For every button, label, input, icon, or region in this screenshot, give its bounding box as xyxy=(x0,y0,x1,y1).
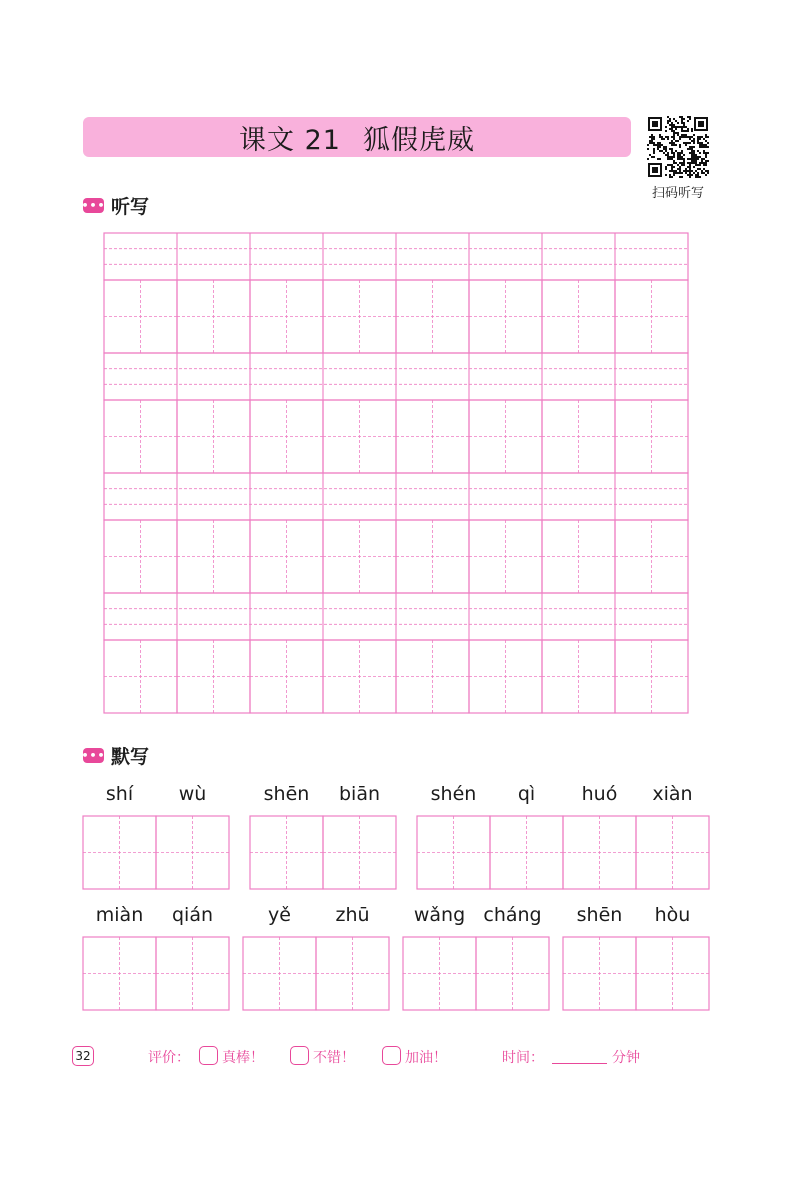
pinyin-label: huó xyxy=(581,783,618,805)
pinyin-label: qì xyxy=(517,783,536,805)
time-unit: 分钟 xyxy=(612,1050,640,1066)
pinyin-label: shén xyxy=(430,783,477,805)
pinyin-label: qián xyxy=(171,904,214,926)
pinyin-label: hòu xyxy=(654,904,691,926)
rating-label: 评价： xyxy=(148,1050,190,1066)
recitation-label: 默写 xyxy=(111,746,150,768)
lesson-number: 课文 21 xyxy=(239,124,341,156)
pinyin-label: yě xyxy=(268,904,291,926)
rating-checkbox-2[interactable] xyxy=(290,1046,309,1065)
rating-option-3: 加油！ xyxy=(405,1050,447,1066)
dictation-label: 听写 xyxy=(111,196,150,218)
pinyin-label: cháng xyxy=(483,904,542,926)
footer xyxy=(0,1043,800,1071)
pinyin-label: wǎng xyxy=(413,904,466,926)
section-badge-icon: ••• xyxy=(81,198,106,212)
pinyin-label: shí xyxy=(105,783,134,805)
pinyin-label: biān xyxy=(338,783,381,805)
qr-label: 扫码听写 xyxy=(651,186,704,201)
pinyin-label: zhū xyxy=(335,904,370,926)
rating-checkbox-3[interactable] xyxy=(382,1046,401,1065)
pinyin-label: shēn xyxy=(263,783,310,805)
page-number: 32 xyxy=(72,1046,94,1066)
pinyin-label: xiàn xyxy=(652,783,693,805)
time-label: 时间： xyxy=(502,1050,544,1066)
rating-checkbox-1[interactable] xyxy=(199,1046,218,1065)
section-badge-icon: ••• xyxy=(81,748,106,762)
time-blank[interactable] xyxy=(552,1063,607,1064)
pinyin-label: shēn xyxy=(576,904,623,926)
dictation-grid xyxy=(104,233,688,713)
lesson-name: 狐假虎威 xyxy=(362,124,475,156)
rating-option-2: 不错！ xyxy=(313,1050,355,1066)
rating-option-1: 真棒！ xyxy=(222,1050,264,1066)
pinyin-label: miàn xyxy=(95,904,144,926)
pinyin-label: wù xyxy=(178,783,207,805)
